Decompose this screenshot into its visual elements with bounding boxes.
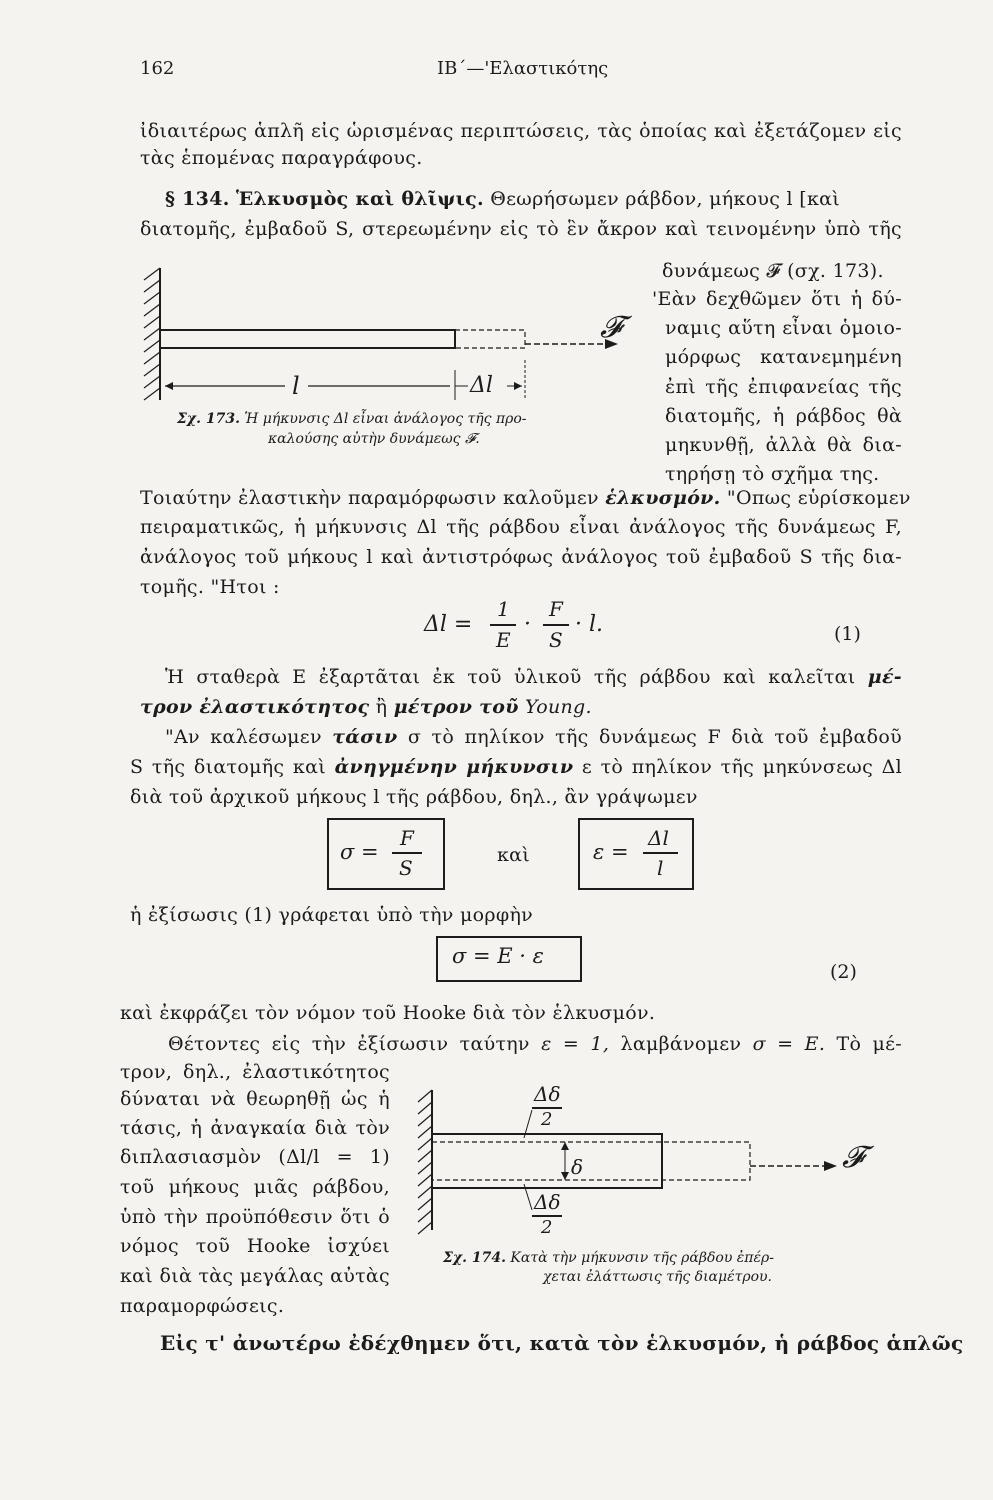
para3-term-metron: τρον ἐλαστικότητος xyxy=(140,696,370,718)
para6-left-1: δύναται νὰ θεωρηθῇ ὡς ἡ xyxy=(120,1088,390,1110)
para2-line-1 xyxy=(140,487,911,509)
fig174-caption-number: Σχ. 174. xyxy=(443,1250,506,1266)
para6-left-3: διπλασιασμὸν (Δl/l = 1) xyxy=(120,1146,390,1168)
para3-l1b: μέ- xyxy=(867,666,902,688)
eq1-dot1: · xyxy=(524,612,531,637)
para6-left-8: παραμορφώσεις. xyxy=(120,1295,285,1317)
para3-term-metron-tou: μέτρον τοῦ xyxy=(393,696,519,718)
side-text-1: 'Εὰν δεχθῶμεν ὅτι ἡ δύ- xyxy=(652,288,902,310)
eq1-num2: F xyxy=(549,597,563,621)
section-line-2: διατομῆς, ἐμβαδοῦ S, στερεωμένην εἰς τὸ ἓν ἄκρον καὶ τεινομένην ὑπὸ τῆς xyxy=(140,218,902,240)
para6-left-6: νόμος τοῦ Hooke ἰσχύει xyxy=(120,1235,390,1257)
side-text-3: μόρφως κατανεμημένη xyxy=(665,346,902,368)
running-title: ΙΒ΄—'Ελαστικότης xyxy=(437,58,609,79)
intro-line-1: ἰδιαιτέρως ἁπλῆ εἰς ὡρισμένας περιπτώσεις, τὰς ὁποίας καὶ ἐξετάζομεν εἰς xyxy=(140,120,902,142)
section-line1-rest: Θεωρήσωμεν ράβδον, μήκους l [καὶ xyxy=(490,188,841,210)
figure-173 xyxy=(140,260,640,410)
rod-stretched xyxy=(432,1142,750,1180)
eq1-number: (1) xyxy=(834,623,861,645)
para6-left-5: ὑπὸ τὴν προϋπόθεσιν ὅτι ὁ xyxy=(120,1206,390,1228)
side-text-6: μηκυνθῇ, ἀλλὰ θὰ δια- xyxy=(665,434,902,456)
para6-left-0: τρον, δηλ., ἐλαστικότητος xyxy=(120,1061,390,1083)
para4-l1a: "Αν καλέσωμεν xyxy=(165,726,322,748)
fig174-caption-line1 xyxy=(443,1249,774,1267)
para3-or: ἢ xyxy=(375,696,388,718)
eps-fraction-bar xyxy=(643,852,678,854)
fig174-bot-num: Δδ xyxy=(534,1190,561,1214)
side-text-7: τηρήσῃ τὸ σχῆμα της. xyxy=(665,463,880,485)
para2-line-3: ἀνάλογος τοῦ μήκους l καὶ ἀντιστρόφως ἀνάλογος τοῦ ἐμβαδοῦ S τῆς δια- xyxy=(140,546,902,568)
side-text-4: ἐπὶ τῆς ἐπιφανείας τῆς xyxy=(665,376,902,398)
para6-line-2 xyxy=(168,1033,902,1055)
eps-den: l xyxy=(657,856,664,880)
eq1-fraction-bar-2 xyxy=(543,624,569,626)
section-heading-line xyxy=(165,188,840,210)
para4-line-1 xyxy=(165,726,902,748)
figure-174 xyxy=(412,1070,892,1245)
force-arrow-head-174 xyxy=(824,1161,837,1171)
para2-l1c: "Οπως εὑρίσκομεν xyxy=(726,487,911,509)
eq2-expr: σ = E · ε xyxy=(452,944,544,968)
para4-term-strain: ἀνηγμένην μήκυνσιν xyxy=(334,756,574,778)
fig174-caption-text1: Κατὰ τὴν μήκυνσιν τῆς ράβδου ἐπέρ- xyxy=(510,1250,774,1266)
side-text-2: ναμις αὕτη εἶναι ὁμοιο- xyxy=(665,317,902,339)
para6-l2c: λαμβάνομεν xyxy=(620,1033,742,1055)
para4-term-tasis: τάσιν xyxy=(332,726,398,748)
fig174-caption-line2: χεται ἐλάττωσις τῆς διαμέτρου. xyxy=(543,1269,772,1285)
side-text-5: διατομῆς, ἡ ράβδος θὰ xyxy=(665,405,902,427)
para6-left-2: τάσις, ἡ ἀναγκαία διὰ τὸν xyxy=(120,1117,390,1139)
eq1-den1: E xyxy=(496,628,511,652)
rod xyxy=(160,330,455,348)
eq1-tail: · l. xyxy=(575,612,604,637)
intro-line-2: τὰς ἑπομένας παραγράφους. xyxy=(140,147,423,169)
sigma-num: F xyxy=(400,826,414,850)
section-number: § 134. xyxy=(165,188,230,210)
eps-num: Δl xyxy=(648,826,669,850)
eq1-den2: S xyxy=(549,628,563,652)
eps-lhs: ε = xyxy=(593,840,629,864)
side-text-0: δυνάμεως 𝓕 (σχ. 173). xyxy=(662,260,884,282)
para4-l1c: σ τὸ πηλίκον τῆς δυνάμεως F διὰ τοῦ ἐμβαδοῦ xyxy=(407,726,902,748)
fig173-caption-text1: Ἡ μήκυνσις Δl εἶναι ἀνάλογος τῆς προ- xyxy=(244,411,527,427)
eq1-lhs: Δl = xyxy=(424,612,473,637)
fig174-top-den: 2 xyxy=(541,1109,553,1130)
para5-line-1: ἡ ἐξίσωσις (1) γράφεται ὑπὸ τὴν μορφὴν xyxy=(130,904,533,926)
para4-line-2 xyxy=(130,756,902,778)
para6-left-4: τοῦ μήκους μιᾶς ράβδου, xyxy=(120,1176,390,1198)
section-title: Ἑλκυσμὸς καὶ θλῖψις. xyxy=(235,188,484,210)
para6-l2e: Τὸ μέ- xyxy=(836,1033,903,1055)
para3-line-1 xyxy=(165,666,902,688)
fig173-label-F: 𝓕 xyxy=(600,310,623,345)
fig173-label-l: l xyxy=(292,372,300,400)
fig173-caption-line2: καλούσης αὐτὴν δυνάμεως 𝓕. xyxy=(268,431,480,447)
para6-left-7: καὶ διὰ τὰς μεγάλας αὐτὰς xyxy=(120,1265,390,1287)
para2-line-4: τομῆς. "Ητοι : xyxy=(140,576,280,598)
fig174-mid: δ xyxy=(571,1155,584,1179)
para6-sigmaE: σ = E. xyxy=(752,1033,826,1055)
para6-line-1: καὶ ἐκφράζει τὸν νόμον τοῦ Hooke διὰ τὸν ἑλκυσμόν. xyxy=(120,1002,656,1024)
wall-hatching-174 xyxy=(418,1090,432,1234)
para4-l2c: ε τὸ πηλίκον τῆς μηκύνσεως Δl xyxy=(581,756,902,778)
fig174-top-num: Δδ xyxy=(534,1082,561,1106)
rod-extension xyxy=(455,330,525,348)
para2-line-2: πειραματικῶς, ἡ μήκυνσις Δl τῆς ράβδου εἶναι ἀνάλογος τῆς δυνάμεως F, xyxy=(140,516,902,538)
para4-l2a: S τῆς διατομῆς καὶ xyxy=(130,756,326,778)
fig174-bot-den: 2 xyxy=(541,1217,553,1238)
eq1-fraction-bar-1 xyxy=(490,624,516,626)
eq1-num1: 1 xyxy=(497,597,510,621)
and-word: καὶ xyxy=(497,844,531,866)
para6-l2a: Θέτοντες εἰς τὴν ἐξίσωσιν ταύτην xyxy=(168,1033,530,1055)
sigma-fraction-bar xyxy=(392,852,422,854)
para3-line-2 xyxy=(140,696,592,718)
para2-term-elkysmos: ἑλκυσμόν. xyxy=(605,487,721,509)
para4-line-3: διὰ τοῦ ἀρχικοῦ μήκους l τῆς ράβδου, δηλ., ἂν γράψωμεν xyxy=(130,786,698,808)
fig173-label-dl: Δl xyxy=(470,373,493,398)
page-number: 162 xyxy=(140,58,175,79)
eq2-number: (2) xyxy=(830,961,857,983)
fig173-caption-number: Σχ. 173. xyxy=(177,411,240,427)
sigma-lhs: σ = xyxy=(340,840,379,864)
para3-l1: Ἡ σταθερὰ E ἐξαρτᾶται ἐκ τοῦ ὑλικοῦ τῆς ράβδου καὶ καλεῖται xyxy=(165,666,856,688)
para6-eps1: ε = 1, xyxy=(541,1033,610,1055)
sigma-den: S xyxy=(399,856,413,880)
fig174-label-F: 𝓕 xyxy=(842,1140,865,1175)
last-line: Εἰς τ' ἀνωτέρω ἐδέχθημεν ὅτι, κατὰ τὸν ἑλκυσμόν, ἡ ράβδος ἁπλῶς xyxy=(160,1331,964,1355)
fig173-caption-line1 xyxy=(177,410,527,428)
para2-l1a: Τοιαύτην ἐλαστικὴν παραμόρφωσιν καλοῦμεν xyxy=(140,487,599,509)
para3-young: Young. xyxy=(525,696,592,718)
wall-hatching xyxy=(144,268,160,400)
